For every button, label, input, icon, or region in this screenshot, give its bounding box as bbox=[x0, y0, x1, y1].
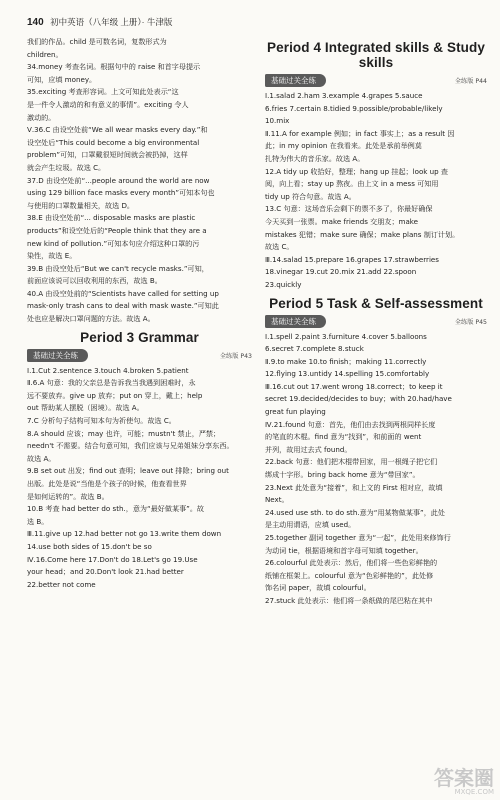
answer-line: 6.secret 7.complete 8.stuck bbox=[265, 344, 364, 354]
answer-line: 今天买到一张票。make friends 交朋友；make bbox=[265, 216, 419, 226]
period5-tag-row bbox=[265, 315, 487, 328]
period5-page-ref: 全练版 P45 bbox=[454, 318, 487, 326]
answer-line: 我们的作品。child 是可数名词，复数形式为 bbox=[27, 37, 167, 46]
answer-line: Ⅰ.1.Cut 2.sentence 3.touch 4.broken 5.patient bbox=[27, 365, 189, 375]
period4-tag-row bbox=[265, 74, 487, 87]
answer-line: secret 19.decided/decides to buy；with 20.had/have bbox=[265, 394, 452, 404]
left-column bbox=[27, 36, 252, 790]
period4-title: Period 4 Integrated skills & Study skills bbox=[267, 40, 485, 70]
answer-line: 此；in my opinion 在我看来。此处是承前举例莫 bbox=[265, 141, 422, 151]
answer-line: 35.exciting 考查形容词。上文可知此处表示“这 bbox=[27, 87, 179, 97]
answer-line: 27.stuck 此处表示：他们将一条纸做的尾巴粘在其中 bbox=[265, 595, 433, 605]
answer-line: 25.together 副词 together 意为“一起”，此处用来修饰行 bbox=[265, 533, 451, 542]
answer-line: out 帮助某人摆脱（困境）。故选 A。 bbox=[27, 403, 144, 413]
answer-line: 23.Next 此处意为“接着”，和上文的 First 相对应，故填 bbox=[265, 482, 443, 492]
answer-line: tidy up 符合句意。故选 A。 bbox=[265, 191, 356, 201]
answer-line: 饰名词 paper，故填 colourful。 bbox=[265, 583, 371, 593]
answer-line: 出版。此处是说“当他是个孩子的时候，他查看世界 bbox=[27, 479, 187, 488]
answer-line: Ⅲ.16.cut out 17.went wrong 18.correct；to keep it bbox=[265, 381, 443, 391]
answer-line: mask-only trash cans to deal with mask waste.”可知此 bbox=[27, 301, 219, 311]
left-answer-lines bbox=[27, 36, 252, 326]
answer-line: 选 B。 bbox=[27, 516, 49, 526]
answer-line: 阅，向上看；stay up 熬夜。由上文 in a mess 可知用 bbox=[265, 179, 439, 189]
answer-line: mistakes 犯错；make sure 确保；make plans 制订计划。 bbox=[265, 229, 460, 239]
answer-line: 的笔直的木棍。find 意为“找到”，和前面的 went bbox=[265, 432, 422, 442]
answer-line: 40.A 由设空处前的“Scientists have called for setting up bbox=[27, 288, 219, 298]
answer-line: 14.use both sides of 15.don't be so bbox=[27, 541, 152, 551]
answer-line: 远不要放弃。give up 放弃；put on 穿上，戴上；help bbox=[27, 390, 203, 400]
period4-section-tag: 基础过关全练 bbox=[265, 74, 326, 87]
answer-line: Ⅱ.6.A 句意：我的父亲总是告诉我当我遇到困难时，永 bbox=[27, 378, 196, 388]
answer-line: 绑成十字形。bring back home 意为“带回家”。 bbox=[265, 470, 420, 480]
watermark-logo-text: 答案圈 bbox=[434, 766, 494, 790]
answer-line: using 129 billion face masks every month”可知本句也 bbox=[27, 188, 215, 198]
answer-line: 纸铺在框架上。colourful 意为“色彩鲜艳的”，此处修 bbox=[265, 570, 434, 580]
answer-line: 26.colourful 此处表示：然后，他们将一些色彩鲜艳的 bbox=[265, 558, 438, 568]
answer-line: 故选 A。 bbox=[27, 453, 56, 463]
answer-line: 9.B set out 出发；find out 查明；leave out 排除；bring out bbox=[27, 466, 229, 476]
answer-line: Ⅱ.9.to make 10.to finish；making 11.correctly bbox=[265, 356, 427, 366]
answer-line: Ⅴ.36.C 由设空处前“We all wear masks every day.”和 bbox=[27, 125, 208, 135]
answer-line: 前面应该说可以回收利用的东西，故选 B。 bbox=[27, 276, 162, 286]
period5-section-tag: 基础过关全练 bbox=[265, 315, 326, 328]
period3-answer-lines bbox=[27, 365, 252, 592]
answer-line: 12.A tidy up 收拾好，整理；hang up 挂起；look up 查 bbox=[265, 166, 448, 176]
period3-page-ref: 全练版 P43 bbox=[219, 352, 252, 360]
answer-line: 34.money 考查名词。根据句中的 raise 和首字母提示 bbox=[27, 62, 201, 72]
answer-line: 为动词 tie，根据语境和首字母可知填 together。 bbox=[265, 545, 423, 555]
answer-line: 13.C 句意：这场音乐会剩下的票不多了，你最好确保 bbox=[265, 204, 433, 214]
period3-title: Period 3 Grammar bbox=[80, 329, 199, 345]
answer-line: 并列，故用过去式 found。 bbox=[265, 444, 352, 454]
answer-line: 处也应是解决口罩问题的方法。故选 A。 bbox=[27, 314, 155, 324]
answer-line: 设空处后“This could become a big environmental bbox=[27, 137, 200, 147]
answer-line: 24.used use sth. to do sth.意为“用某物做某事”，此处 bbox=[265, 507, 445, 517]
answer-line: Ⅲ.11.give up 12.had better not go 13.write them down bbox=[27, 529, 222, 539]
answer-line: 是一件令人激动的和有意义的事情”。exciting 令人 bbox=[27, 99, 189, 109]
period3-section-tag: 基础过关全练 bbox=[27, 349, 88, 362]
answer-line: Ⅱ.11.A for example 例如；in fact 事实上；as a result 因 bbox=[265, 128, 455, 138]
answer-line: 激动的。 bbox=[27, 112, 56, 122]
answer-line: 6.fries 7.certain 8.tidied 9.possible/probable/likely bbox=[265, 103, 443, 113]
answer-line: 22.better not come bbox=[27, 579, 96, 589]
answer-line: 就会产生垃圾。故选 C。 bbox=[27, 162, 106, 172]
answer-line: 18.vinegar 19.cut 20.mix 21.add 22.spoon bbox=[265, 267, 417, 277]
watermark-url: MXQE.COM bbox=[454, 788, 494, 796]
period4-page-ref: 全练版 P44 bbox=[454, 78, 487, 85]
answer-line: great fun playing bbox=[265, 407, 326, 417]
answer-line: 可知，应填 money。 bbox=[27, 74, 97, 84]
answer-line: new kind of pollution.”可知本句应介绍这种口罩的污 bbox=[27, 238, 200, 248]
answer-line: your head；and 20.Don't look 21.had better bbox=[27, 567, 184, 577]
answer-line: Ⅲ.14.salad 15.prepare 16.grapes 17.strawberries bbox=[265, 254, 439, 264]
answer-line: 38.E 由设空处前“... disposable masks are plastic bbox=[27, 213, 196, 223]
answer-line: 7.C 分析句子结构可知本句为祈使句。故选 C。 bbox=[27, 416, 176, 426]
answer-line: 8.A should 应该；may 也许，可能；mustn't 禁止，严禁； bbox=[27, 428, 221, 438]
answer-line: 39.B 由设空处后“But we can't recycle masks.”可知， bbox=[27, 263, 209, 273]
answer-line: Next。 bbox=[265, 495, 289, 505]
period5-title: Period 5 Task & Self-assessment bbox=[269, 295, 483, 311]
answer-line: problem”可知，口罩戴很短时间就会被扔掉，这样 bbox=[27, 150, 188, 160]
answer-line: Ⅳ.21.found 句意：首先，他们由去找到两根同样长度 bbox=[265, 419, 436, 429]
answer-line: 10.B 考查 had better do sth.，意为“最好做某事”。故 bbox=[27, 504, 205, 514]
watermark-logo bbox=[434, 768, 494, 796]
page-number: 140 bbox=[27, 17, 44, 28]
answer-line: 扎特为伟大的音乐家。故选 A。 bbox=[265, 153, 365, 163]
answer-line: products”和设空处后的“People think that they are a bbox=[27, 225, 207, 235]
answer-line: 22.back 句意：他们把木棍带回家，用一根绳子把它们 bbox=[265, 457, 438, 467]
answer-line: 23.quickly bbox=[265, 279, 302, 289]
answer-line: needn't 不需要。结合句意可知，我们应该与兄弟姐妹分享东西。 bbox=[27, 441, 234, 451]
page-header bbox=[27, 16, 172, 30]
period4-answer-lines bbox=[265, 90, 487, 292]
answer-line: 是如何运转的”。故选 B。 bbox=[27, 491, 109, 501]
answer-line: Ⅳ.16.Come here 17.Don't do 18.Let's go 19.Use bbox=[27, 554, 198, 564]
period5-answer-lines bbox=[265, 331, 487, 608]
answer-line: Ⅰ.1.salad 2.ham 3.example 4.grapes 5.sauce bbox=[265, 91, 423, 100]
book-title: 初中英语（八年级 上册）· 牛津版 bbox=[50, 17, 173, 27]
answer-line: Ⅰ.1.spell 2.paint 3.furniture 4.cover 5.balloons bbox=[265, 331, 427, 341]
answer-line: 37.D 由设空处前“...people around the world are now bbox=[27, 175, 210, 185]
answer-line: 与使用的口罩数量相关，故选 D。 bbox=[27, 200, 135, 210]
answer-line: children。 bbox=[27, 49, 63, 59]
content-area bbox=[27, 36, 486, 790]
answer-line: 故选 C。 bbox=[265, 242, 294, 252]
right-column bbox=[265, 36, 487, 790]
answer-line: 染性，故选 E。 bbox=[27, 251, 77, 261]
answer-line: 是主动用谓语，应填 used。 bbox=[265, 520, 356, 530]
answer-line: 12.flying 13.untidy 14.spelling 15.comfortably bbox=[265, 369, 430, 379]
answer-line: 10.mix bbox=[265, 116, 290, 126]
period3-tag-row bbox=[27, 349, 252, 362]
